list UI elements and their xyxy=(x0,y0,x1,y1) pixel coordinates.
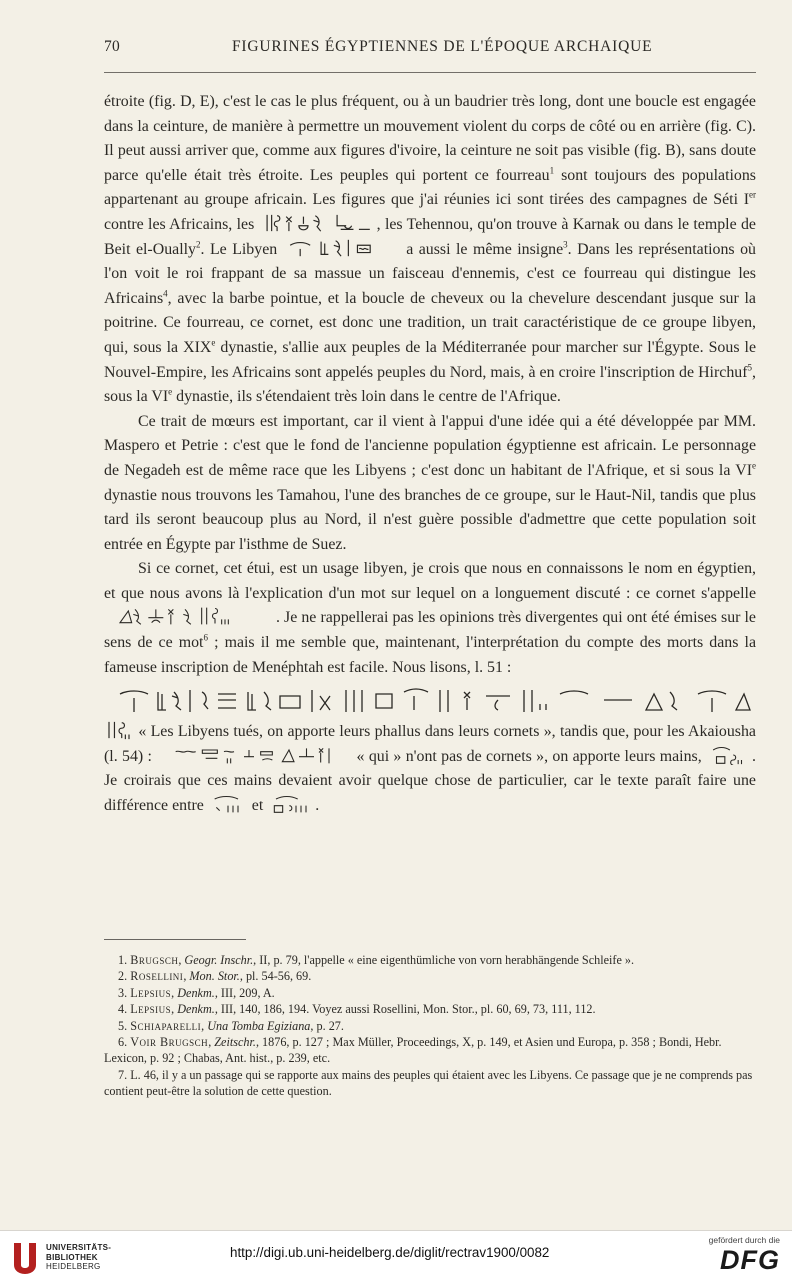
viewer-footer xyxy=(0,1230,792,1283)
footnote-2: 2. Rosellini, Mon. Stor., pl. 54-56, 69. xyxy=(118,969,312,984)
hieroglyph-karnata-icon xyxy=(104,606,276,626)
library-name: UNIVERSITÄTS- BIBLIOTHEK HEIDELBERG xyxy=(46,1243,112,1271)
footnote-5: 5. Schiaparelli, Una Tomba Egiziana, p. 27. xyxy=(118,1018,344,1033)
body-text xyxy=(104,90,756,819)
footnote-1: 1. Brugsch, Geogr. Inschr., II, p. 79, l'appelle « eine eigenthümliche von vorn herabhängende Schleife ». xyxy=(118,953,635,967)
funded-by-label: gefördert durch die xyxy=(708,1235,780,1245)
paragraph-4: « Les Libyens tués, on apporte leurs phallus dans leurs cornets », tandis que, pour les Akaiousha (l. 54) : « qui » n'ont pas de cornets », on apporte leurs mains, . Je croirais que ces mains devaient avoir quelque chose de particulier, car le texte paraît faire une différence entre et . xyxy=(104,720,756,818)
hieroglyph-cornet-icon xyxy=(104,720,134,740)
header-rule xyxy=(104,72,756,73)
paragraph-3: Si ce cornet, cet étui, est un usage libyen, je crois que nous en connaissons le nom en égyptien, et que nous avons là l'explication d'un mot sur lequel on a longuement discuté : ce cornet s'appelle . Je ne rappellerai pas les opinions très divergentes qui ont été émises sur le sens de ce mot$^6$ ; mais il me semble que, maintenant, l'interprétation du compte des morts dans la fameuse inscription de Menéphtah est facile. Nous lisons, l. 51 : xyxy=(104,560,756,676)
running-title: FIGURINES ÉGYPTIENNES DE L'ÉPOQUE ARCHAIQUE xyxy=(232,38,653,55)
hieroglyph-akaiousha-icon xyxy=(156,745,352,765)
permalink-url[interactable]: http://digi.ub.uni-heidelberg.de/diglit/rectrav1900/0082 xyxy=(230,1245,550,1260)
dfg-logo: DFG xyxy=(720,1245,780,1275)
university-library-logo-icon xyxy=(10,1239,40,1275)
footnote-ref: 1 xyxy=(549,165,555,176)
paragraph-2: Ce trait de mœurs est important, car il vient à l'appui d'une idée qui a été développée par MM. Maspero et Petrie : c'est que le fond de l'ancienne population égyptienne est africain. Le personnage de Negadeh est de même race que les Libyens ; c'est donc un habitant de l'Afrique, et si sous la VIe dynastie nous trouvons les Tamahou, l'une des branches de ce groupe, sur le Haut-Nil, tandis que plus tard ils seront beaucoup plus au Nord, il n'est guère possible d'admettre que cette population soit entrée en Égypte par l'isthme de Suez. xyxy=(104,412,756,553)
hieroglyph-libyen-icon xyxy=(283,238,401,258)
footnotes xyxy=(104,952,756,1100)
footnote-6: 6. Voir Brugsch, Zeitschr., 1876, p. 127 ; Max Müller, Proceedings, X, p. 149, et Asien und Europa, p. 358 ; Bondi, Hebr. Lexicon, p. 92 ; Chabas, Ant. hist., p. 239, etc. xyxy=(104,1035,722,1066)
hieroglyph-line-icon xyxy=(114,686,754,716)
footnote-7: 7. L. 46, il y a un passage qui se rapporte aux mains des peuples qui étaient avec les Libyens. Ce passage que je ne comprends pas contient peut-être la solution de cette question. xyxy=(104,1067,753,1099)
footnote-4: 4. Lepsius, Denkm., III, 140, 186, 194. Voyez aussi Rosellini, Mon. Stor., pl. 60, 69, 73, 111, 112. xyxy=(118,1002,596,1017)
paragraph-1: étroite (fig. D, E), c'est le cas le plus fréquent, ou à un baudrier très long, dont une boucle est engagée dans la ceinture, de manière à permettre un mouvement violent du corps de côté ou en arrière (fig. C). Il peut aussi arriver que, comme aux figures d'ivoire, la ceinture ne soit pas visible (fig. B), sans doute parce qu'elle était très étroite. Les peuples qui portent ce fourreau$^1$ sont toujours des populations appartenant au groupe africain. Les figures que j'ai réunies ici sont tirées des campagnes de Séti Ier contre les Africains, les , les Tehennou, qu'on trouve à Karnak ou dans le temple de Beit el-Oually$^2$. Le Libyen a aussi le même insigne$^3$. Dans les représentations où l'on voit le roi frappant de sa massue un faisceau d'ennemis, c'est ce fourreau qui distingue les Africains$^4$, avec la barbe pointue, et la boucle de cheveux ou la chevelure descendant jusque sur la poitrine. Ce fourreau, ce cornet, est donc une tradition, un trait caractéristique de ce groupe libyen, qui, sous la XIXe dynastie, s'allie aux peuples de la Méditerranée pour marcher sur l'Égypte. Sous le Nouvel-Empire, les Africains sont appelés peuples du Nord, mais, à en croire l'inscription de Hirchuf$^5$, sous la VIe dynastie, ils s'étendaient très loin dans le centre de l'Afrique. xyxy=(104,93,757,406)
library-badge[interactable] xyxy=(10,1237,210,1277)
hieroglyph-group-icon xyxy=(259,213,377,233)
hieroglyph-mains-b-icon xyxy=(267,794,315,814)
footnote-rule xyxy=(104,939,246,940)
footnote-3: 3. Lepsius, Denkm., III, 209, A. xyxy=(118,985,275,1000)
dfg-badge[interactable] xyxy=(690,1235,780,1279)
running-header xyxy=(104,38,756,58)
page-number: 70 xyxy=(104,38,121,55)
hieroglyph-mains-a-icon xyxy=(208,794,248,814)
hieroglyph-mains-icon xyxy=(706,745,752,765)
